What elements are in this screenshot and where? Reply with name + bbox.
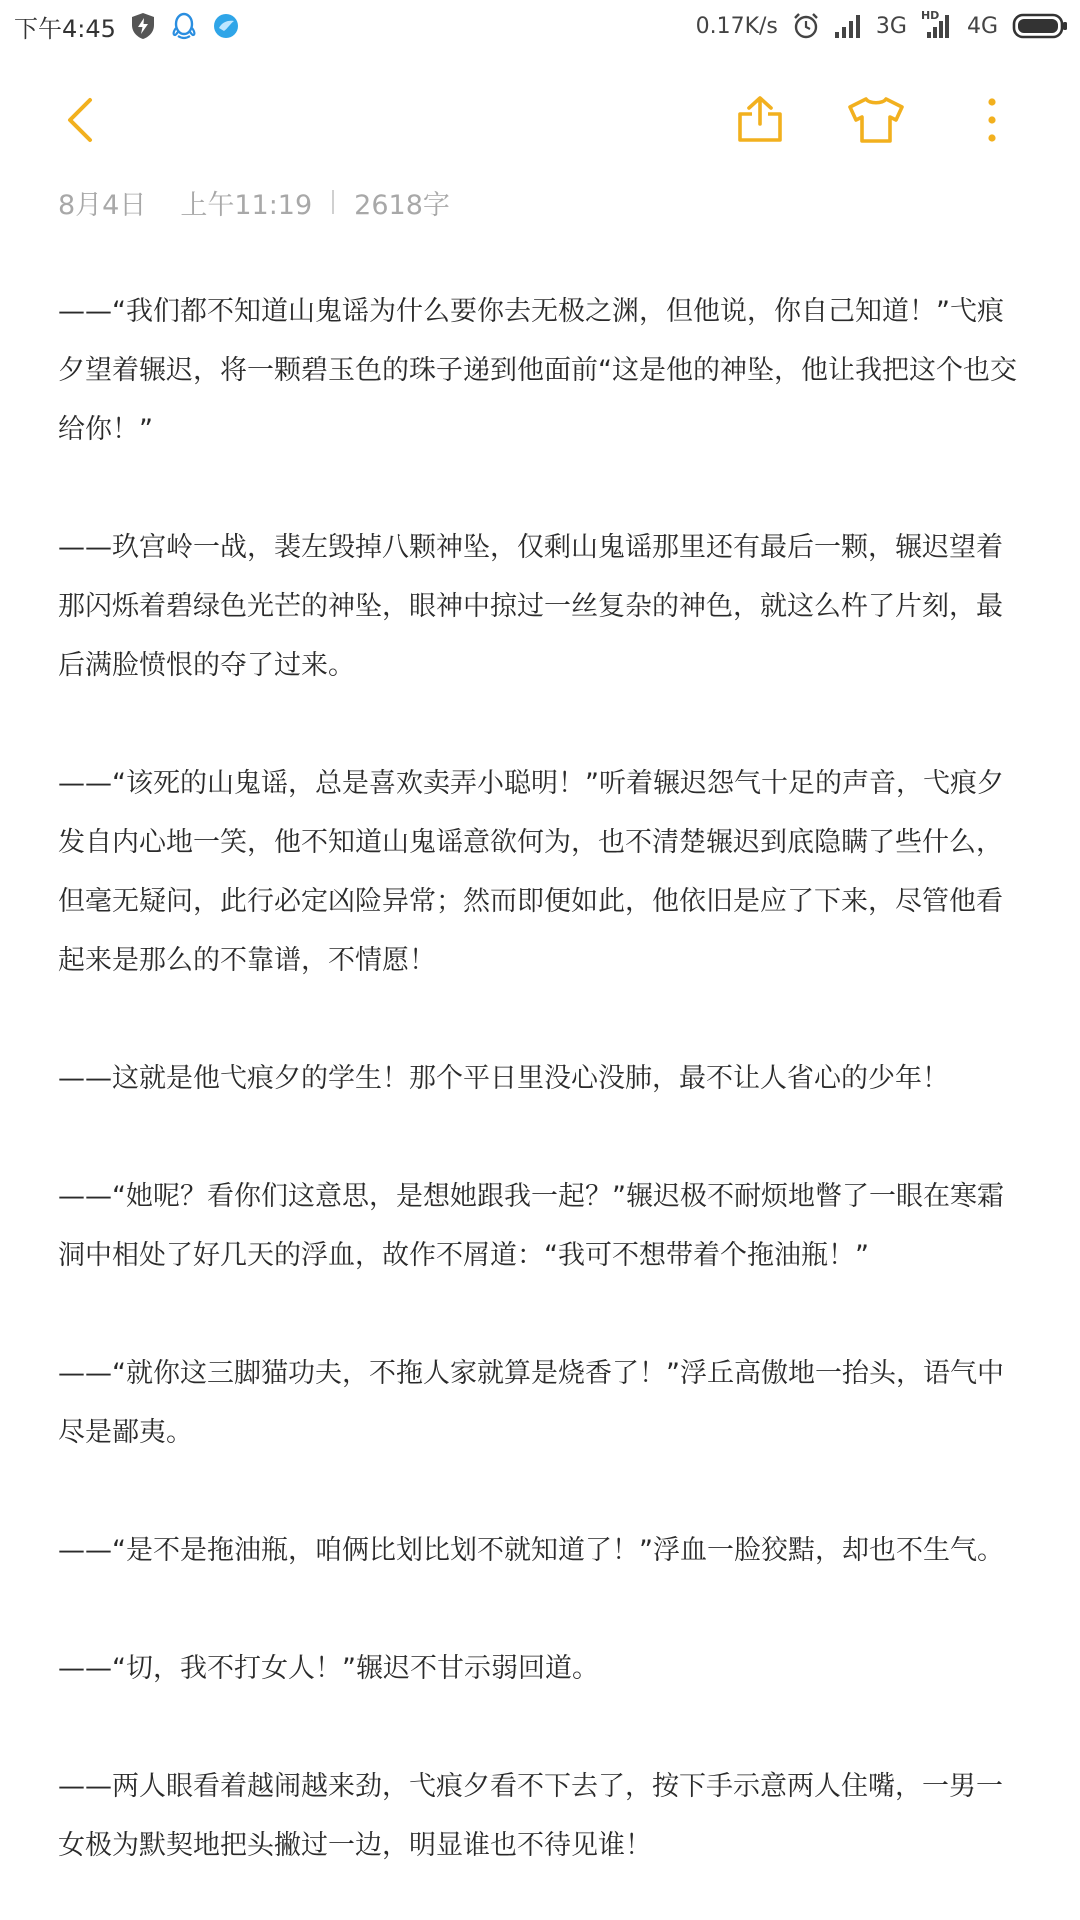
status-left [0,9,240,44]
paragraph: ——“我们都不知道山鬼谣为什么要你去无极之渊，但他说，你自己知道！”弋痕夕望着辗迟，将一颗碧玉色的珠子递到他面前“这是他的神坠，他让我把这个也交给你！” [58,296,1017,445]
bird-app-icon [212,12,240,40]
status-bar [0,0,1080,52]
shield-bolt-icon [130,12,156,40]
paragraph: ——“该死的山鬼谣，总是喜欢卖弄小聪明！”听着辗迟怨气十足的声音，弋痕夕发自内心地一笑，他不知道山鬼谣意欲何为，也不清楚辗迟到底隐瞒了些什么，但毫无疑问，此行必定凶险异常；然而即便如此，他依旧是应了下来，尽管他看起来是那么的不靠谱，不情愿！ [58,768,1004,976]
note-meta [58,180,450,224]
more-vertical-icon [984,96,1000,144]
qq-icon [170,11,198,41]
meta-divider [332,190,334,214]
share-icon [734,94,786,146]
battery-icon [1012,12,1068,40]
note-content[interactable] [58,282,1028,1920]
network-speed: 0.17K/s [695,13,778,39]
alarm-icon [792,12,820,40]
signal-icon [834,13,862,39]
paragraph: ——玖宫岭一战，裴左毁掉八颗神坠，仅剩山鬼谣那里还有最后一颗，辗迟望着那闪烁着碧绿色光芒的神坠，眼神中掠过一丝复杂的神色，就这么杵了片刻，最后满脸愤恨的夺了过来。 [58,532,1003,681]
back-button[interactable] [32,72,128,168]
status-time: 下午4:45 [14,14,116,43]
tshirt-icon [846,94,906,146]
paragraph: ——“切，我不打女人！”辗迟不甘示弱回道。 [58,1653,599,1684]
note-date: 8月4日 [58,189,147,221]
paragraph: ——“就你这三脚猫功夫，不拖人家就算是烧香了！”浮丘高傲地一抬头，语气中尽是鄙夷。 [58,1358,1004,1448]
paragraph: ——两人眼看着越闹越来劲，弋痕夕看不下去了，按下手示意两人住嘴，一男一女极为默契地把头撇过一边，明显谁也不待见谁！ [58,1771,1003,1861]
share-button[interactable] [712,72,808,168]
paragraph: ——“她呢？看你们这意思，是想她跟我一起？”辗迟极不耐烦地瞥了一眼在寒霜洞中相处了好几天的浮血，故作不屑道：“我可不想带着个拖油瓶！” [58,1181,1004,1271]
back-arrow-icon [60,94,100,146]
paragraph: ——“是不是拖油瓶，咱俩比划比划不就知道了！”浮血一脸狡黠，却也不生气。 [58,1535,1004,1566]
toolbar [0,72,1080,168]
hd-label: HD [920,9,940,22]
signal-hd-icon [920,9,953,39]
network-4g-label: 4G [966,13,998,39]
paragraph: ——这就是他弋痕夕的学生！那个平日里没心没肺，最不让人省心的少年！ [58,1063,949,1094]
network-3g-label: 3G [875,13,907,39]
note-time: 上午11:19 [180,189,313,221]
more-button[interactable] [944,72,1040,168]
theme-button[interactable] [828,72,924,168]
word-count: 2618字 [354,189,450,221]
status-right [695,9,1080,40]
